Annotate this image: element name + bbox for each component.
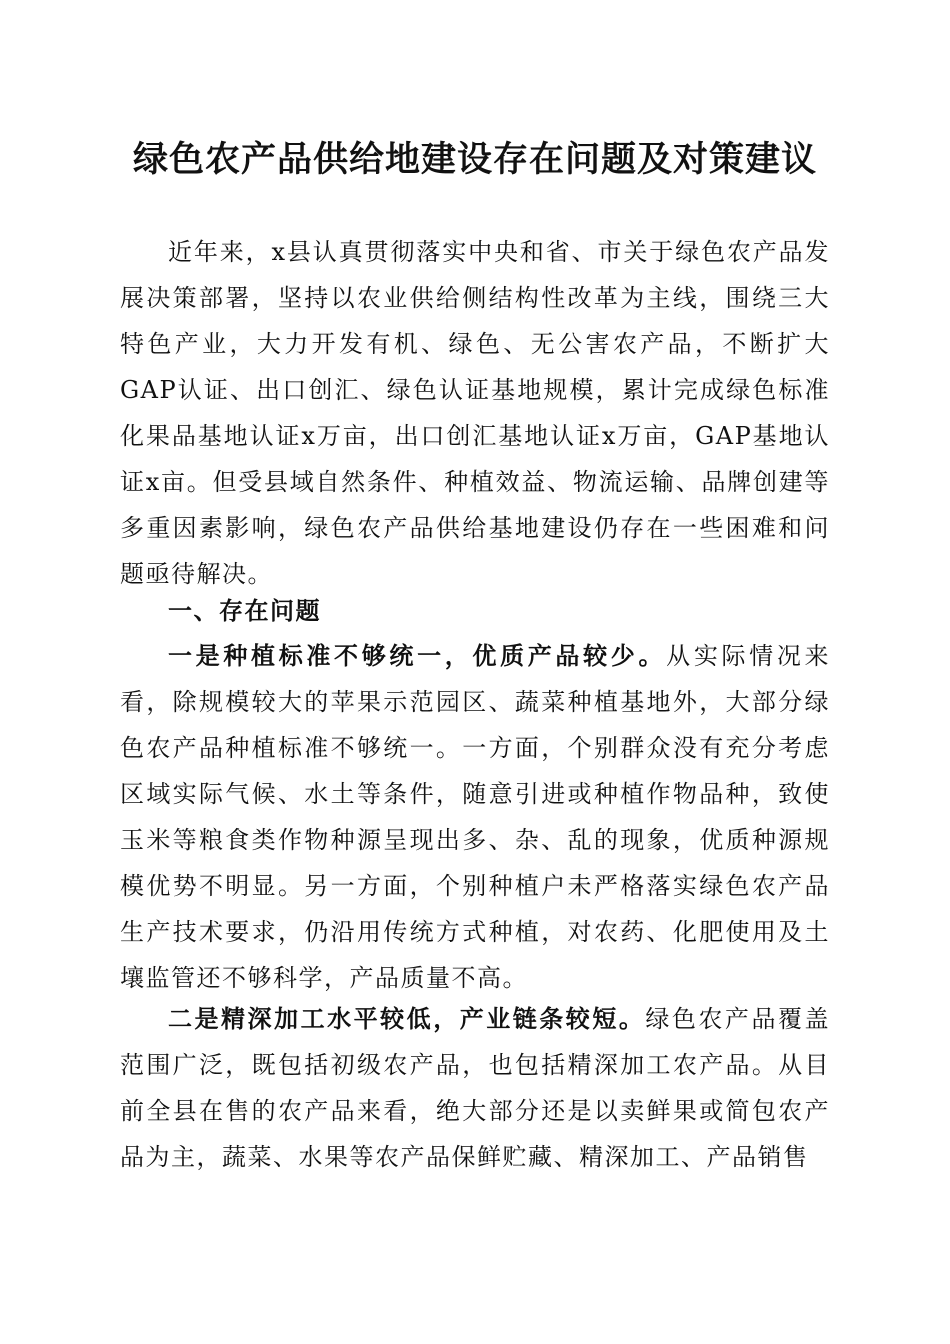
intro-paragraph: 近年来，x县认真贯彻落实中央和省、市关于绿色农产品发展决策部署，坚持以农业供给侧结构性改革为主线，围绕三大特色产业，大力开发有机、绿色、无公害农产品，不断扩大GAP认证、出口创汇、绿色认证基地规模，累计完成绿色标准化果品基地认证x万亩，出口创汇基地认证x万亩，GAP基地认证x亩。但受县域自然条件、种植效益、物流运输、品牌创建等多重因素影响，绿色农产品供给基地建设仍存在一些困难和问题亟待解决。: [120, 238, 830, 588]
point-2-paragraph: [120, 996, 830, 1180]
section-heading: 一、存在问题: [168, 597, 321, 625]
point-1-body: 从实际情况来看，除规模较大的苹果示范园区、蔬菜种植基地外，大部分绿色农产品种植标准不够统一。一方面，个别群众没有充分考虑区域实际气候、水土等条件，随意引进或种植作物品种，致使玉米等粮食类作物种源呈现出多、杂、乱的现象，优质种源规模优势不明显。另一方面，个别种植户未严格落实绿色农产品生产技术要求，仍沿用传统方式种植，对农药、化肥使用及土壤监管还不够科学，产品质量不高。: [120, 642, 831, 992]
point-1-paragraph: [120, 633, 830, 1001]
document-title: 绿色农产品供给地建设存在问题及对策建议: [132, 139, 817, 180]
point-2-body: 绿色农产品覆盖范围广泛，既包括初级农产品，也包括精深加工农产品。从目前全县在售的农产品来看，绝大部分还是以卖鲜果或简包农产品为主，蔬菜、水果等农产品保鲜贮藏、精深加工、产品销售: [120, 1005, 830, 1171]
point-2-lead: 二是精深加工水平较低，产业链条较短。: [168, 1004, 646, 1033]
point-1-lead: 一是种植标准不够统一，优质产品较少。: [168, 641, 667, 670]
